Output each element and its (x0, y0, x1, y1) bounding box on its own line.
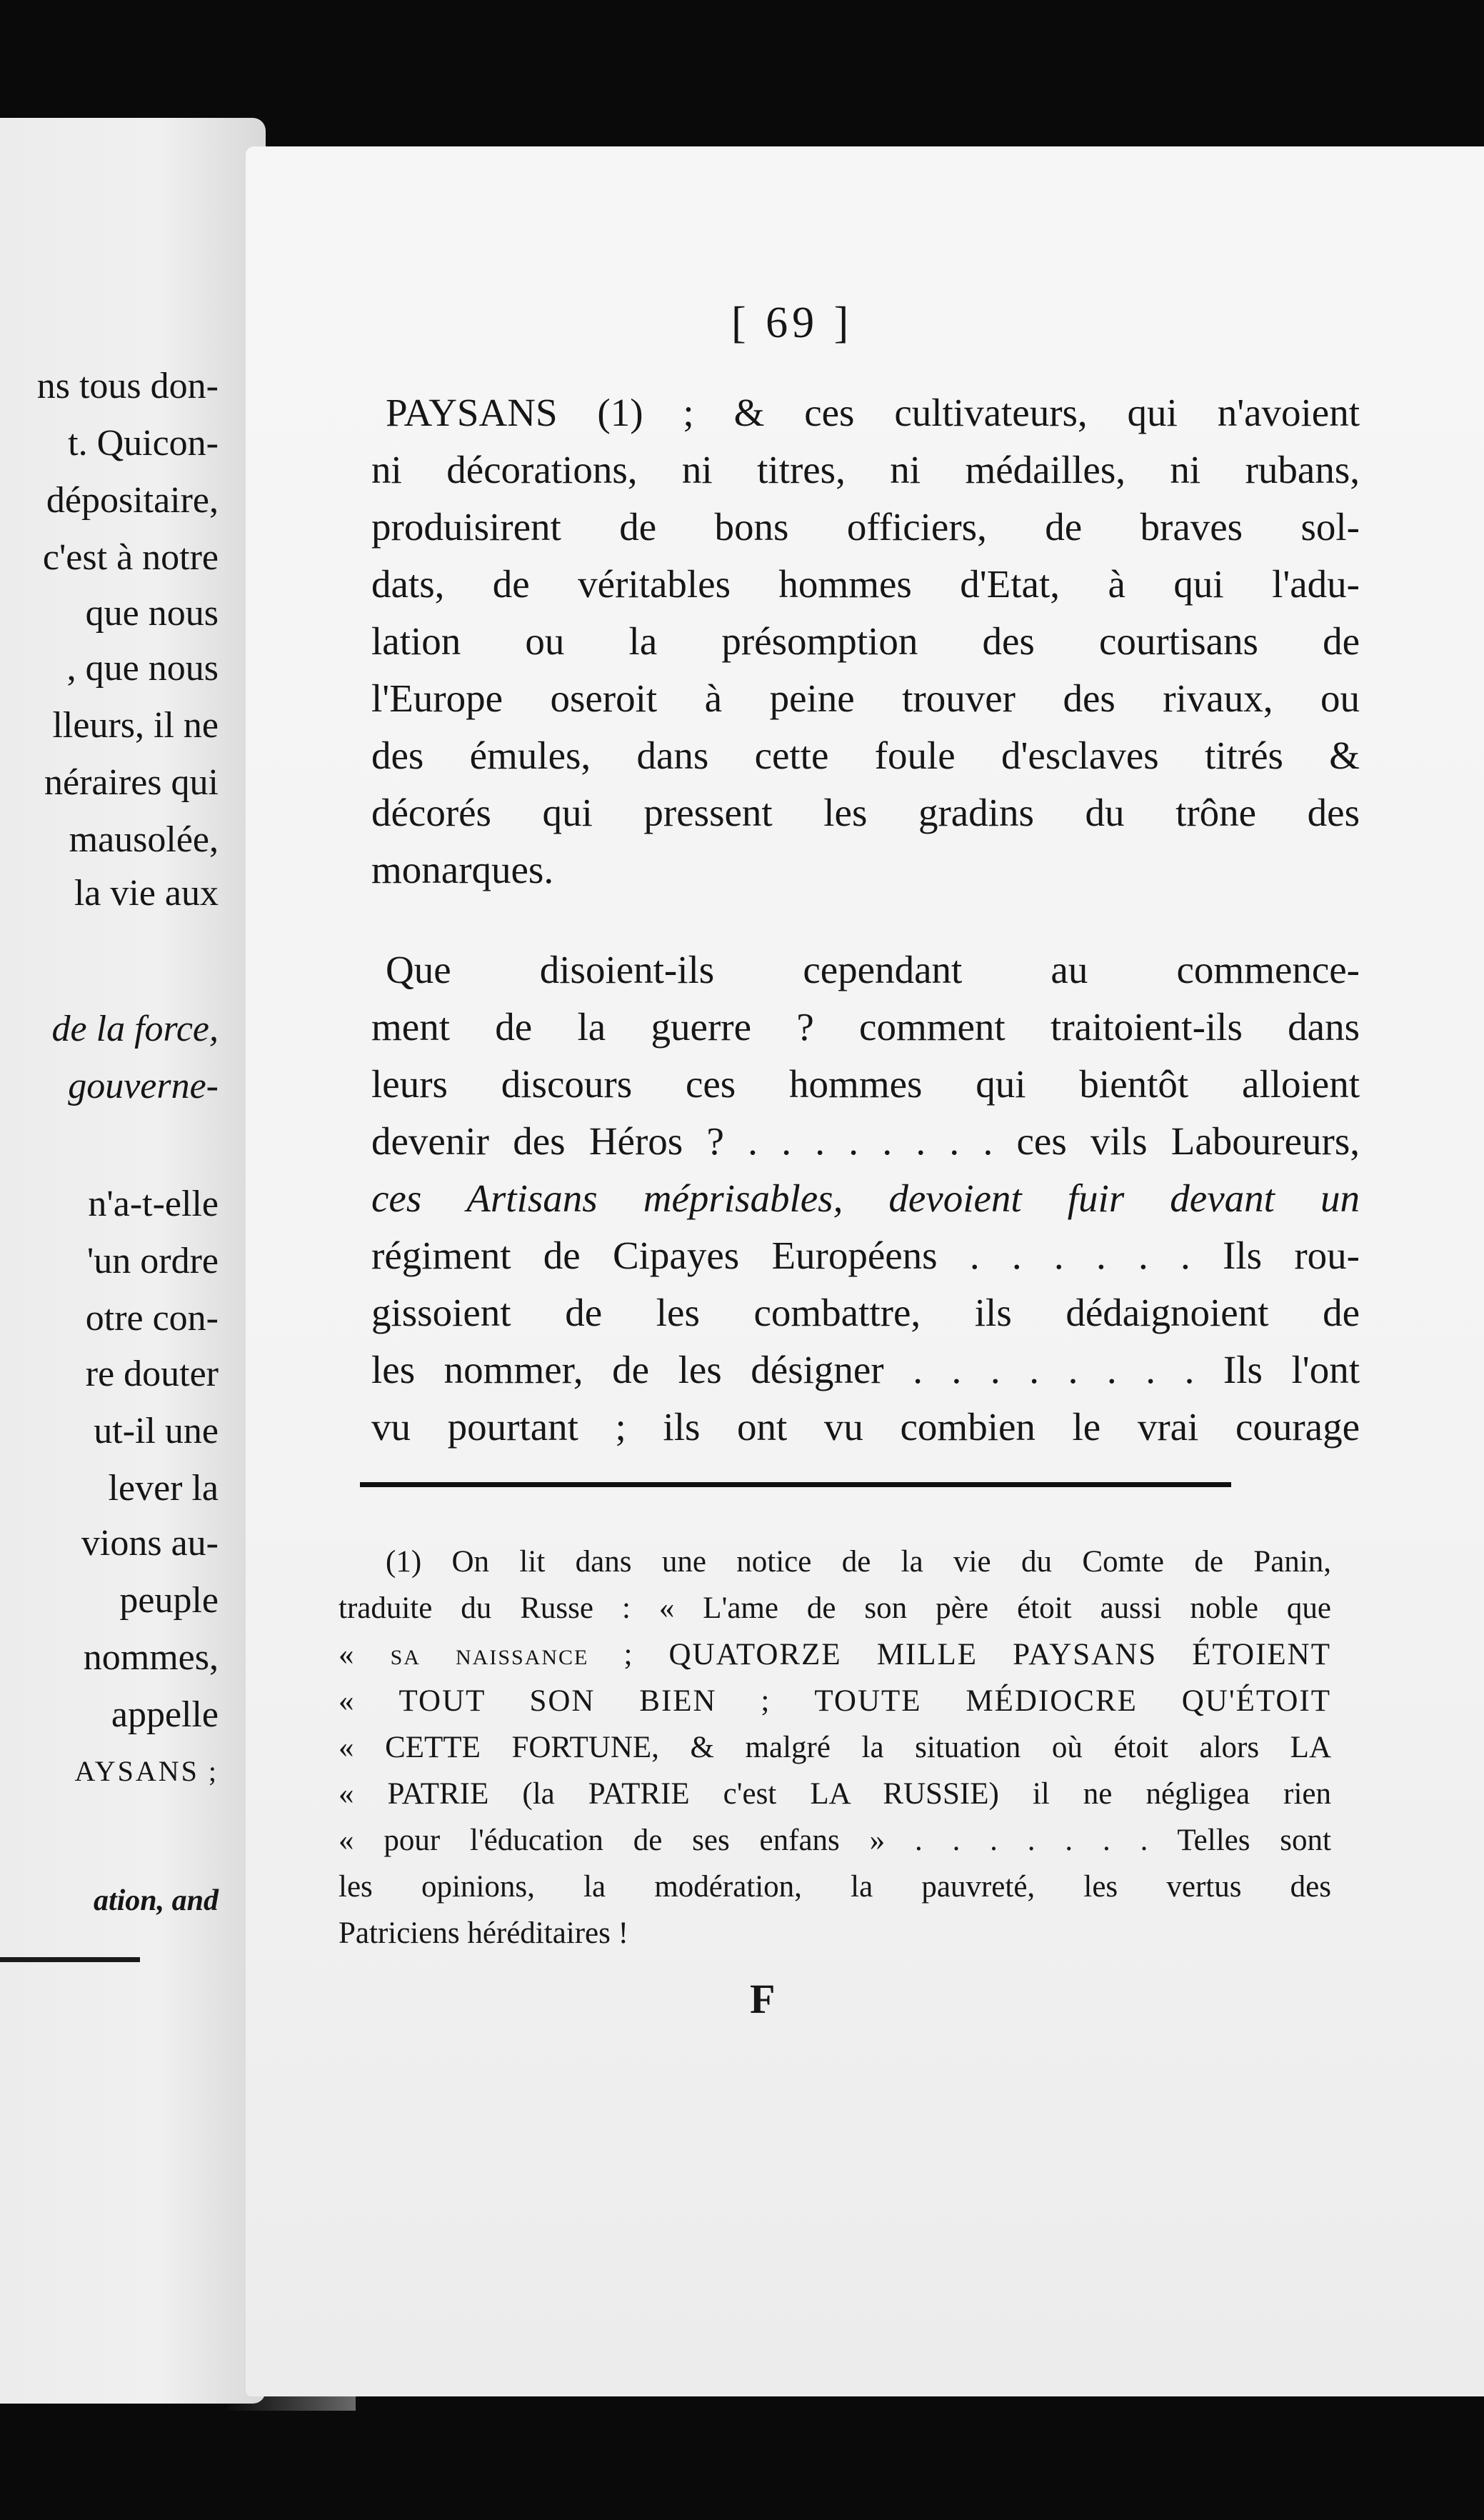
paragraph-2-line: ment de la guerre ? comment traitoient-ils dans (371, 1005, 1360, 1049)
footnote-rule (360, 1482, 1231, 1487)
paragraph-1-line: lation ou la présomption des courtisans de (371, 619, 1360, 663)
left-page-line: de la force, (51, 1009, 219, 1049)
left-page-line: ation, and (93, 1884, 219, 1917)
footnote-line: les opinions, la modération, la pauvreté, les vertus des (339, 1870, 1331, 1904)
left-page-line: lleurs, il ne (52, 705, 219, 746)
left-page-line: que nous (85, 593, 219, 634)
left-page-line: c'est à notre (42, 537, 219, 578)
paragraph-1-line: produisirent de bons officiers, de braves sol- (371, 505, 1360, 549)
paragraph-2-line: vu pourtant ; ils ont vu combien le vrai courage (371, 1405, 1360, 1449)
paragraph-2-line: régiment de Cipayes Européens . . . . . . Ils rou- (371, 1234, 1360, 1277)
paragraph-1-line: dats, de véritables hommes d'Etat, à qui l'adu- (371, 562, 1360, 606)
left-page-line: mausolée, (69, 819, 219, 860)
paragraph-2-line: devenir des Héros ? . . . . . . . . ces vils Laboureurs, (371, 1119, 1360, 1163)
left-page-line: , que nous (66, 648, 219, 689)
footnote-line: « CETTE FORTUNE, & malgré la situation où étoit alors LA (339, 1731, 1331, 1764)
left-page-line: vions au- (81, 1523, 219, 1564)
left-page-line: otre con- (85, 1298, 219, 1339)
left-page-line: n'a-t-elle (88, 1184, 219, 1224)
footnote-line: Patriciens héréditaires ! (339, 1916, 628, 1950)
left-page-line: t. Quicon- (68, 423, 219, 464)
left-page-line: peuple (119, 1580, 219, 1621)
left-page-line: ns tous don- (36, 366, 219, 406)
footnote-line: « sa naissance ; QUATORZE MILLE PAYSANS ÉTOIENT (339, 1638, 1331, 1671)
left-page (0, 118, 266, 2404)
left-page-line: appelle (111, 1694, 219, 1735)
footnote-line: traduite du Russe : « L'ame de son père étoit aussi noble que (339, 1591, 1331, 1625)
paragraph-1-line: PAYSANS (1) ; & ces cultivateurs, qui n'avoient (386, 391, 1360, 434)
left-page-line: la vie aux (74, 873, 219, 914)
left-page-line: néraires qui (44, 762, 219, 803)
paragraph-1-line: des émules, dans cette foule d'esclaves titrés & (371, 734, 1360, 777)
footnote-line: « TOUT SON BIEN ; TOUTE MÉDIOCRE QU'ÉTOIT (339, 1684, 1331, 1718)
paragraph-1-line: ni décorations, ni titres, ni médailles, ni rubans, (371, 448, 1360, 491)
paragraph-1-line: monarques. (371, 848, 554, 891)
signature-mark: F (750, 1976, 776, 2022)
left-page-line: AYSANS ; (74, 1755, 219, 1787)
footnote-line: (1) On lit dans une notice de la vie du Comte de Panin, (386, 1545, 1331, 1579)
paragraph-1-line: décorés qui pressent les gradins du trône des (371, 791, 1360, 834)
page-number: [ 69 ] (731, 299, 853, 347)
paragraph-2-line: gissoient de les combattre, ils dédaignoient de (371, 1291, 1360, 1334)
right-page (246, 146, 1484, 2396)
left-page-line: ut-il une (94, 1411, 219, 1451)
left-page-line: 'un ordre (86, 1241, 219, 1281)
paragraph-2-line: Que disoient-ils cependant au commence- (386, 948, 1360, 991)
left-page-line: re douter (85, 1354, 219, 1394)
left-page-line: nommes, (83, 1637, 219, 1678)
left-page-rule (0, 1957, 140, 1962)
footnote-line: « pour l'éducation de ses enfans » . . . . . . . Telles sont (339, 1824, 1331, 1857)
footnote-line: « PATRIE (la PATRIE c'est LA RUSSIE) il ne négligea rien (339, 1777, 1331, 1811)
paragraph-2-line: les nommer, de les désigner . . . . . . . . Ils l'ont (371, 1348, 1360, 1391)
left-page-line: gouverne- (68, 1066, 219, 1106)
paragraph-2-line: leurs discours ces hommes qui bientôt alloient (371, 1062, 1360, 1106)
left-page-line: dépositaire, (46, 480, 219, 521)
left-page-line: lever la (108, 1468, 219, 1509)
paragraph-1-line: l'Europe oseroit à peine trouver des rivaux, ou (371, 676, 1360, 720)
paragraph-2-line: ces Artisans méprisables, devoient fuir devant un (371, 1176, 1360, 1220)
